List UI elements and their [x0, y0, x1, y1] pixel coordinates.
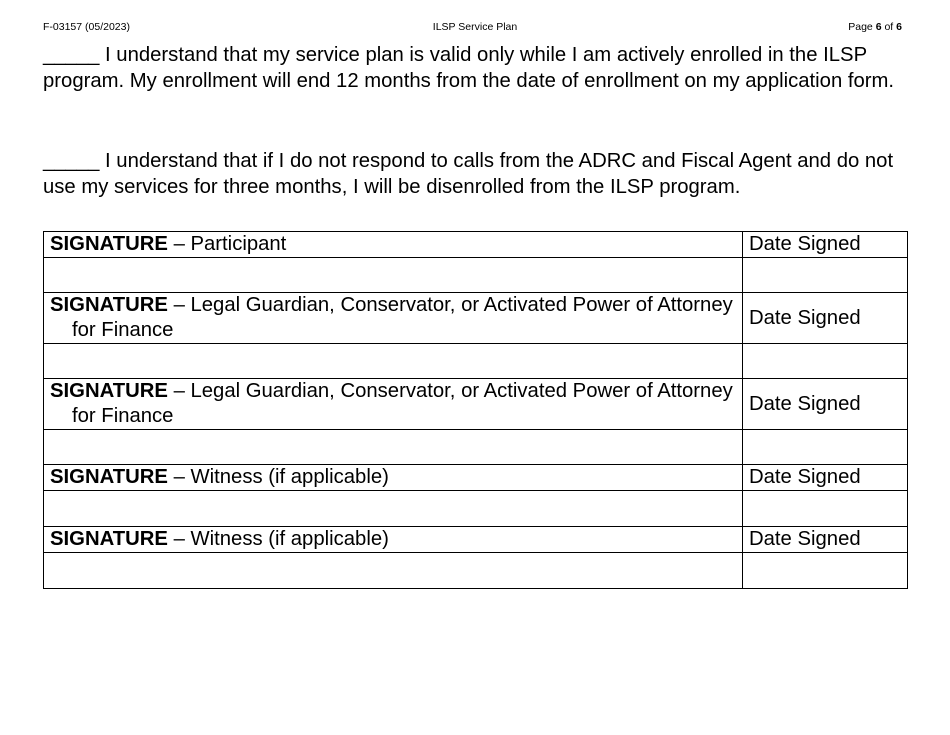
date-signed-label: Date Signed — [743, 293, 908, 344]
signature-header-row — [44, 527, 908, 553]
date-field-guardian-2[interactable] — [743, 430, 908, 465]
page-label: Page — [848, 21, 873, 33]
signature-field-guardian-2[interactable] — [44, 430, 743, 465]
date-field-participant[interactable] — [743, 258, 908, 293]
statement-text: I understand that if I do not respond to calls from the ADRC and Fiscal Agent and do not use my services for three months, I will be disenrolled from the ILSP program. — [43, 150, 894, 198]
date-field-witness-1[interactable] — [743, 491, 908, 527]
signature-entry-row — [44, 258, 908, 293]
signature-header-row — [44, 232, 908, 258]
page-total: 6 — [896, 21, 902, 33]
date-field-guardian-1[interactable] — [743, 344, 908, 379]
initial-blank[interactable]: _____ — [43, 150, 100, 172]
signature-header-row — [44, 293, 908, 344]
signature-entry-row — [44, 430, 908, 465]
statement-disenrollment — [43, 149, 913, 200]
document-title: ILSP Service Plan — [432, 21, 518, 33]
signature-label-guardian-1: SIGNATURE – Legal Guardian, Conservator, or Activated Power of Attorney for Finance — [44, 293, 743, 344]
signature-entry-row — [44, 491, 908, 527]
signature-field-witness-1[interactable] — [44, 491, 743, 527]
date-signed-label: Date Signed — [743, 527, 908, 553]
signature-label-participant: SIGNATURE – Participant — [44, 232, 743, 258]
page-current: 6 — [875, 21, 882, 33]
date-signed-label: Date Signed — [743, 232, 908, 258]
signature-field-witness-2[interactable] — [44, 553, 743, 589]
initial-blank[interactable]: _____ — [43, 44, 100, 66]
signature-field-guardian-1[interactable] — [44, 344, 743, 379]
page-of: of — [884, 21, 894, 33]
signature-entry-row — [44, 344, 908, 379]
form-id: F-03157 (05/2023) — [43, 21, 130, 33]
signature-label-witness-2: SIGNATURE – Witness (if applicable) — [44, 527, 743, 553]
signature-header-row — [44, 465, 908, 491]
signature-header-row — [44, 379, 908, 430]
date-field-witness-2[interactable] — [743, 553, 908, 589]
date-signed-label: Date Signed — [743, 379, 908, 430]
statement-enrollment-validity — [43, 43, 913, 94]
signature-table — [43, 231, 908, 589]
signature-entry-row — [44, 553, 908, 589]
signature-label-witness-1: SIGNATURE – Witness (if applicable) — [44, 465, 743, 491]
page-number — [848, 21, 902, 33]
statement-text: I understand that my service plan is valid only while I am actively enrolled in the ILSP program. My enrollment will end 12 months from the date of enrollment on my application form. — [43, 44, 895, 92]
signature-field-participant[interactable] — [44, 258, 743, 293]
date-signed-label: Date Signed — [743, 465, 908, 491]
signature-label-guardian-2: SIGNATURE – Legal Guardian, Conservator, or Activated Power of Attorney for Finance — [44, 379, 743, 430]
